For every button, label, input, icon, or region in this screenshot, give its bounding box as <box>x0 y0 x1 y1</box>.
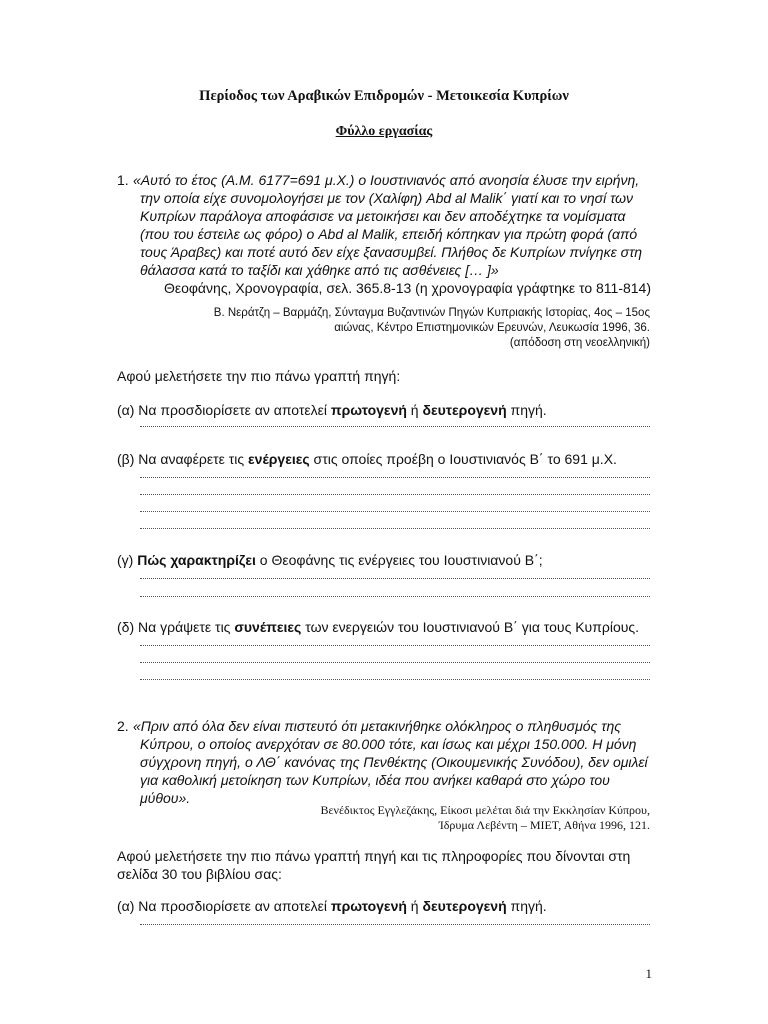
source-1-citation: αιώνας, Κέντρο Επιστημονικών Ερευνών, Λευκωσία 1996, 36. <box>334 322 650 334</box>
source-1-line: Κυπρίων παράλογα αποφάσισε να μετοικήσει και δεν αποδέχτηκε τα νομίσματα <box>140 208 626 224</box>
source-1-citation: (απόδοση στη νεοελληνική) <box>509 337 650 349</box>
source-1-prompt: Αφού μελετήσετε την πιο πάνω γραπτή πηγή: <box>117 368 401 384</box>
answer-line[interactable] <box>140 477 650 478</box>
answer-line[interactable] <box>140 596 650 597</box>
source-1-line: (που του έστειλε ως φόρο) ο Abd al Malik, επειδή κόπηκαν για πρώτη φορά (από <box>140 226 638 242</box>
question-c: (γ) Πώς χαρακτηρίζει ο Θεοφάνης τις ενέργειες του Ιουστινιανού Β΄; <box>117 552 543 568</box>
question-d: (δ) Να γράψετε τις συνέπειες των ενεργειών του Ιουστινιανού Β΄ για τους Κυπρίους. <box>117 619 640 635</box>
worksheet-subtitle: Φύλλο εργασίας <box>335 124 433 139</box>
source-1-attribution: Θεοφάνης, Χρονογραφία, σελ. 365.8-13 (η χρονογραφία γράφτηκε το 811-814) <box>163 280 651 296</box>
source-2-line: για καθολική μετοίκηση των Κυπρίων, ιδέα που ανήκει καθαρά στο χώρο του <box>140 772 610 788</box>
source-1-line: θάλασσα κατά το ταξίδι και χάθηκε από τις ασθένειες [… ]» <box>140 262 499 278</box>
source-1-line: «Αυτό το έτος (Α.Μ. 6177=691 μ.Χ.) ο Ιουστινιανός από ανοησία έλυσε την ειρήνη, <box>133 172 640 188</box>
source-1-line: τους Άραβες) και ποτέ αυτό δεν είχε ξανασυμβεί. Πλήθος δε Κυπρίων πνίγηκε στη <box>140 244 643 260</box>
source-2-line: σύγχρονη πηγή, ο ΛΘ΄ κανόνας της Πενθέκτης (Οικουμενικής Συνόδου), δεν ομιλεί <box>140 754 648 770</box>
source-2-prompt: σελίδα 30 του βιβλίου σας: <box>117 866 282 882</box>
source-2-line: μύθου». <box>140 790 191 806</box>
answer-line[interactable] <box>140 924 650 925</box>
question-2-a: (α) Να προσδιορίσετε αν αποτελεί πρωτογενή ή δευτερογενή πηγή. <box>117 898 547 914</box>
answer-line[interactable] <box>140 511 650 512</box>
source-2-citation: Ίδρυμα Λεβέντη – ΜΙΕΤ, Αθήνα 1996, 121. <box>438 818 650 832</box>
answer-line[interactable] <box>140 528 650 529</box>
source-2-line: Κύπρου, ο οποίος ανερχόταν σε 80.000 τότε, και ίσως και μέχρι 150.000. Η μόνη <box>140 736 637 752</box>
source-1-line: την οποία είχε συνομολογήσει με τον (Χαλίφη) Abd al Malik΄ γιατί και το νησί των <box>140 190 634 206</box>
source-2-citation: Βενέδικτος Εγγλεζάκης, Είκοσι μελέται διά την Εκκλησίαν Κύπρου, <box>320 803 650 817</box>
answer-line[interactable] <box>140 645 650 646</box>
question-a: (α) Να προσδιορίσετε αν αποτελεί πρωτογενή ή δευτερογενή πηγή. <box>117 402 547 418</box>
answer-line[interactable] <box>140 426 650 427</box>
source-1-number: 1. <box>117 172 129 188</box>
source-2-prompt: Αφού μελετήσετε την πιο πάνω γραπτή πηγή και τις πληροφορίες που δίνονται στη <box>117 848 631 864</box>
source-2-number: 2. <box>117 718 129 734</box>
answer-line[interactable] <box>140 494 650 495</box>
answer-line[interactable] <box>140 578 650 579</box>
page-number: 1 <box>645 966 652 981</box>
question-b: (β) Να αναφέρετε τις ενέργειες στις οποίες προέβη ο Ιουστινιανός Β΄ το 691 μ.Χ. <box>117 451 617 467</box>
source-1-citation: Β. Νεράτζη – Βαρμάζη, Σύνταγμα Βυζαντινών Πηγών Κυπριακής Ιστορίας, 4ος – 15ος <box>213 307 650 319</box>
answer-line[interactable] <box>140 679 650 680</box>
answer-line[interactable] <box>140 662 650 663</box>
page-title: Περίοδος των Αραβικών Επιδρομών - Μετοικεσία Κυπρίων <box>199 88 569 104</box>
source-2-line: «Πριν από όλα δεν είναι πιστευτό ότι μετακινήθηκε ολόκληρος ο πληθυσμός της <box>133 718 622 734</box>
